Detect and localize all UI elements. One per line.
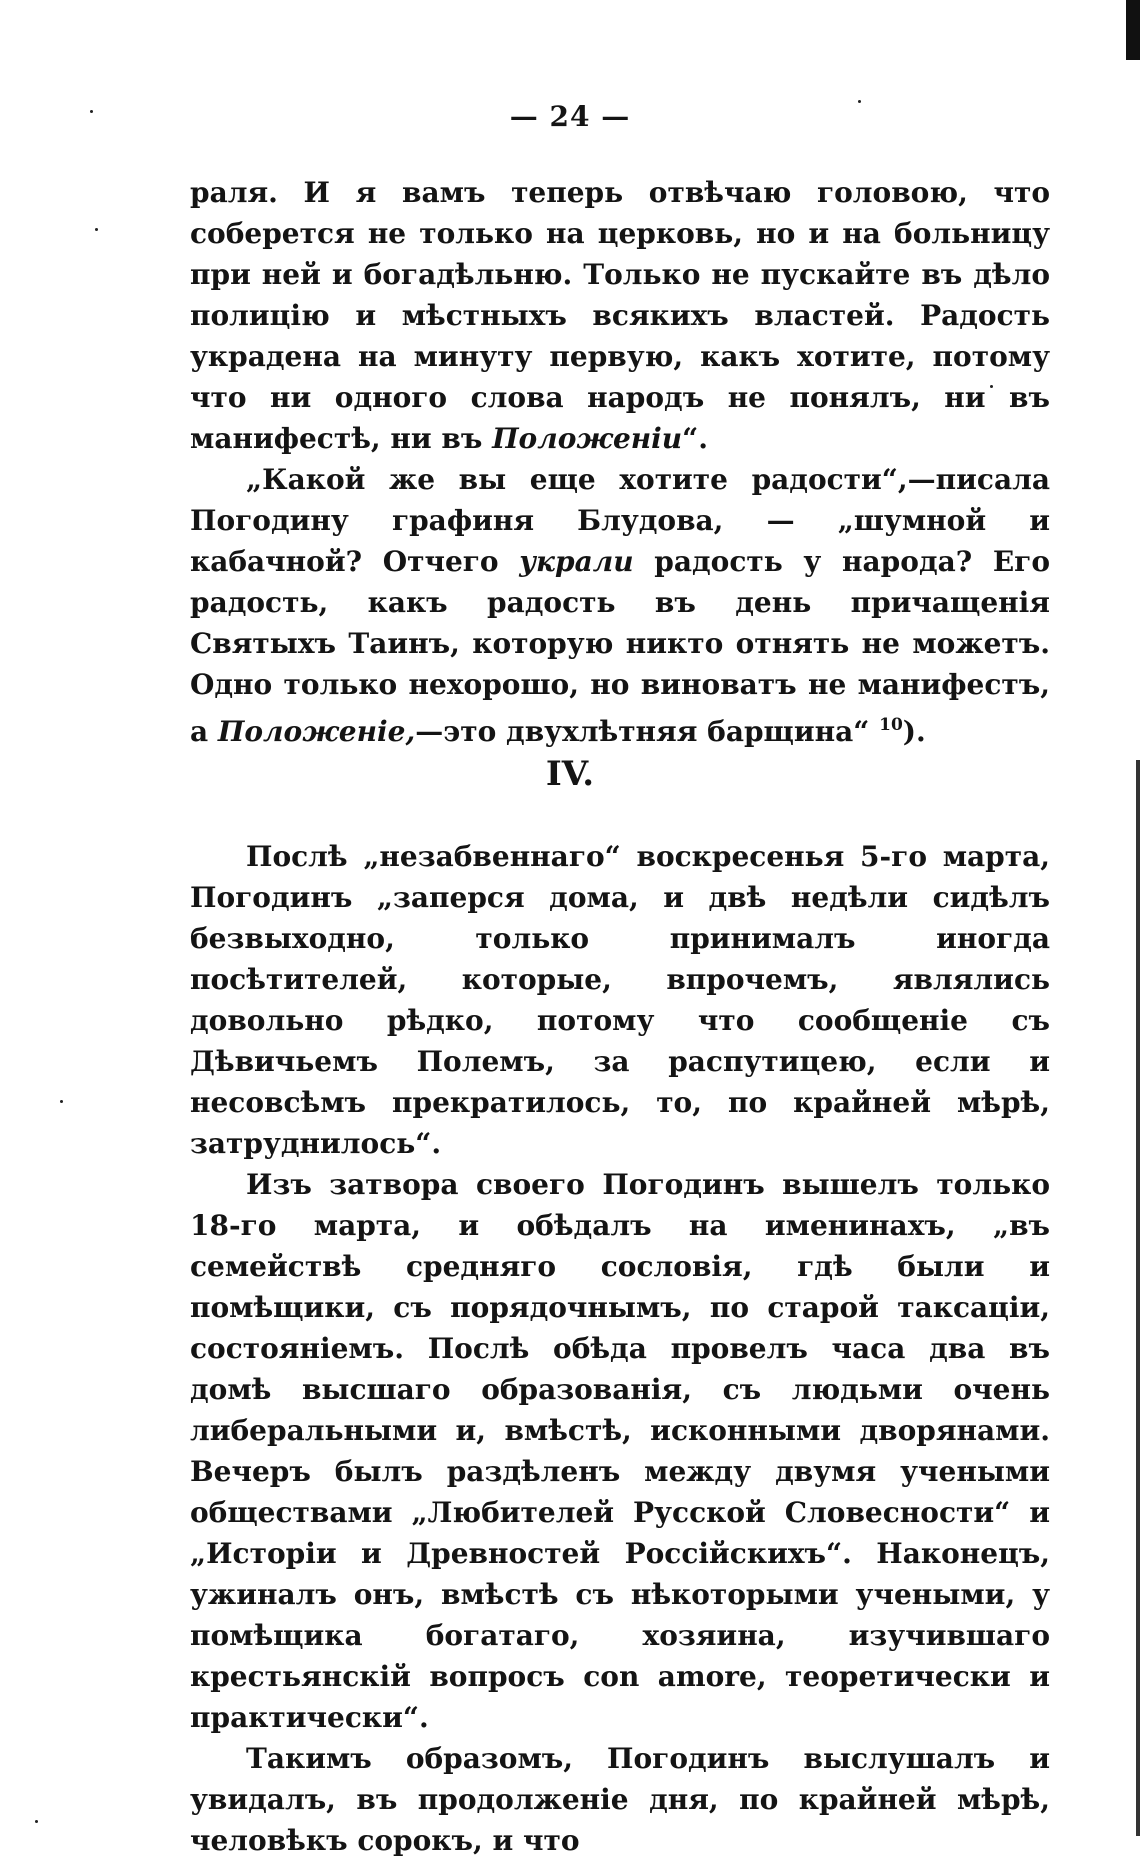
paragraph <box>190 172 1050 459</box>
italic-term: украли <box>519 545 634 578</box>
paragraph-text: раля. И я вамъ теперь отвѣчаю головою, что соберется не только на церковь, но и на больницу при ней и богадѣльню. Только не пускайте въ дѣло полицію и мѣстныхъ всякихъ властей. Радость украдена на минуту первую, какъ хотите, потому что ни одного слова народъ не понялъ, ни въ манифестѣ, ни въ <box>190 176 1050 455</box>
paragraph-text: —это двухлѣтняя барщина“ <box>415 715 870 748</box>
section-heading: IV. <box>545 754 595 794</box>
scan-speck <box>95 228 98 231</box>
paragraph-end: ). <box>902 715 926 748</box>
quote-close: “. <box>682 422 709 455</box>
scan-speck <box>35 1820 38 1823</box>
scan-edge-shadow <box>1126 0 1140 60</box>
paragraph: Изъ затвора своего Погодинъ вышелъ только 18-го марта, и обѣдалъ на именинахъ, „въ семействѣ средняго сословія, гдѣ были и помѣщики, съ порядочнымъ, по старой таксаціи, состояніемъ. Послѣ обѣда провелъ часа два въ домѣ высшаго образованія, съ людьми очень либеральными и, вмѣстѣ, исконными дворянами. Вечеръ былъ раздѣленъ между двумя учеными обществами „Любителей Русской Словесности“ и „Исторіи и Древностей Россійскихъ“. Наконецъ, ужиналъ онъ, вмѣстѣ съ нѣкоторыми учеными, у помѣщика богатаго, хозяина, изучившаго крестьянскій вопросъ con amore, теоретически и практически“. <box>190 1168 1050 1734</box>
paragraph-text: радость у народа? Его радость, какъ радость въ день причащенія Святыхъ Таинъ, которую никто отнять не можетъ. Одно только нехорошо, но виноватъ не манифестъ, а <box>190 545 1051 748</box>
footnote-ref: 10 <box>879 715 903 735</box>
page-number: — 24 — <box>509 100 631 133</box>
paragraph: Послѣ „незабвеннаго“ воскресенья 5-го марта, Погодинъ „заперся дома, и двѣ недѣли сидѣлъ безвыходно, только принималъ иногда посѣтителей, которые, впрочемъ, являлись довольно рѣдко, потому что сообщеніе съ Дѣвичьемъ Полемъ, за распутицею, если и несовсѣмъ прекратилось, то, по крайней мѣрѣ, затруднилось“. <box>190 840 1050 1160</box>
paragraph-text: „Какой же вы еще хотите радости“,—писала Погодину графиня Блудова, — „шумной и кабачной? Отчего <box>190 463 1050 578</box>
scan-edge-line <box>1136 760 1140 1836</box>
paragraph: Такимъ образомъ, Погодинъ выслушалъ и увидалъ, въ продолженіе дня, по крайней мѣрѣ, человѣкъ сорокъ, и что <box>190 1742 1050 1857</box>
italic-term: Положеніе, <box>217 715 416 748</box>
paragraph-quote <box>190 459 1050 752</box>
italic-term: Положеніи <box>492 422 683 455</box>
scan-speck <box>60 1100 63 1103</box>
text-block-top <box>190 172 1050 752</box>
text-block-bottom <box>190 836 1050 1861</box>
